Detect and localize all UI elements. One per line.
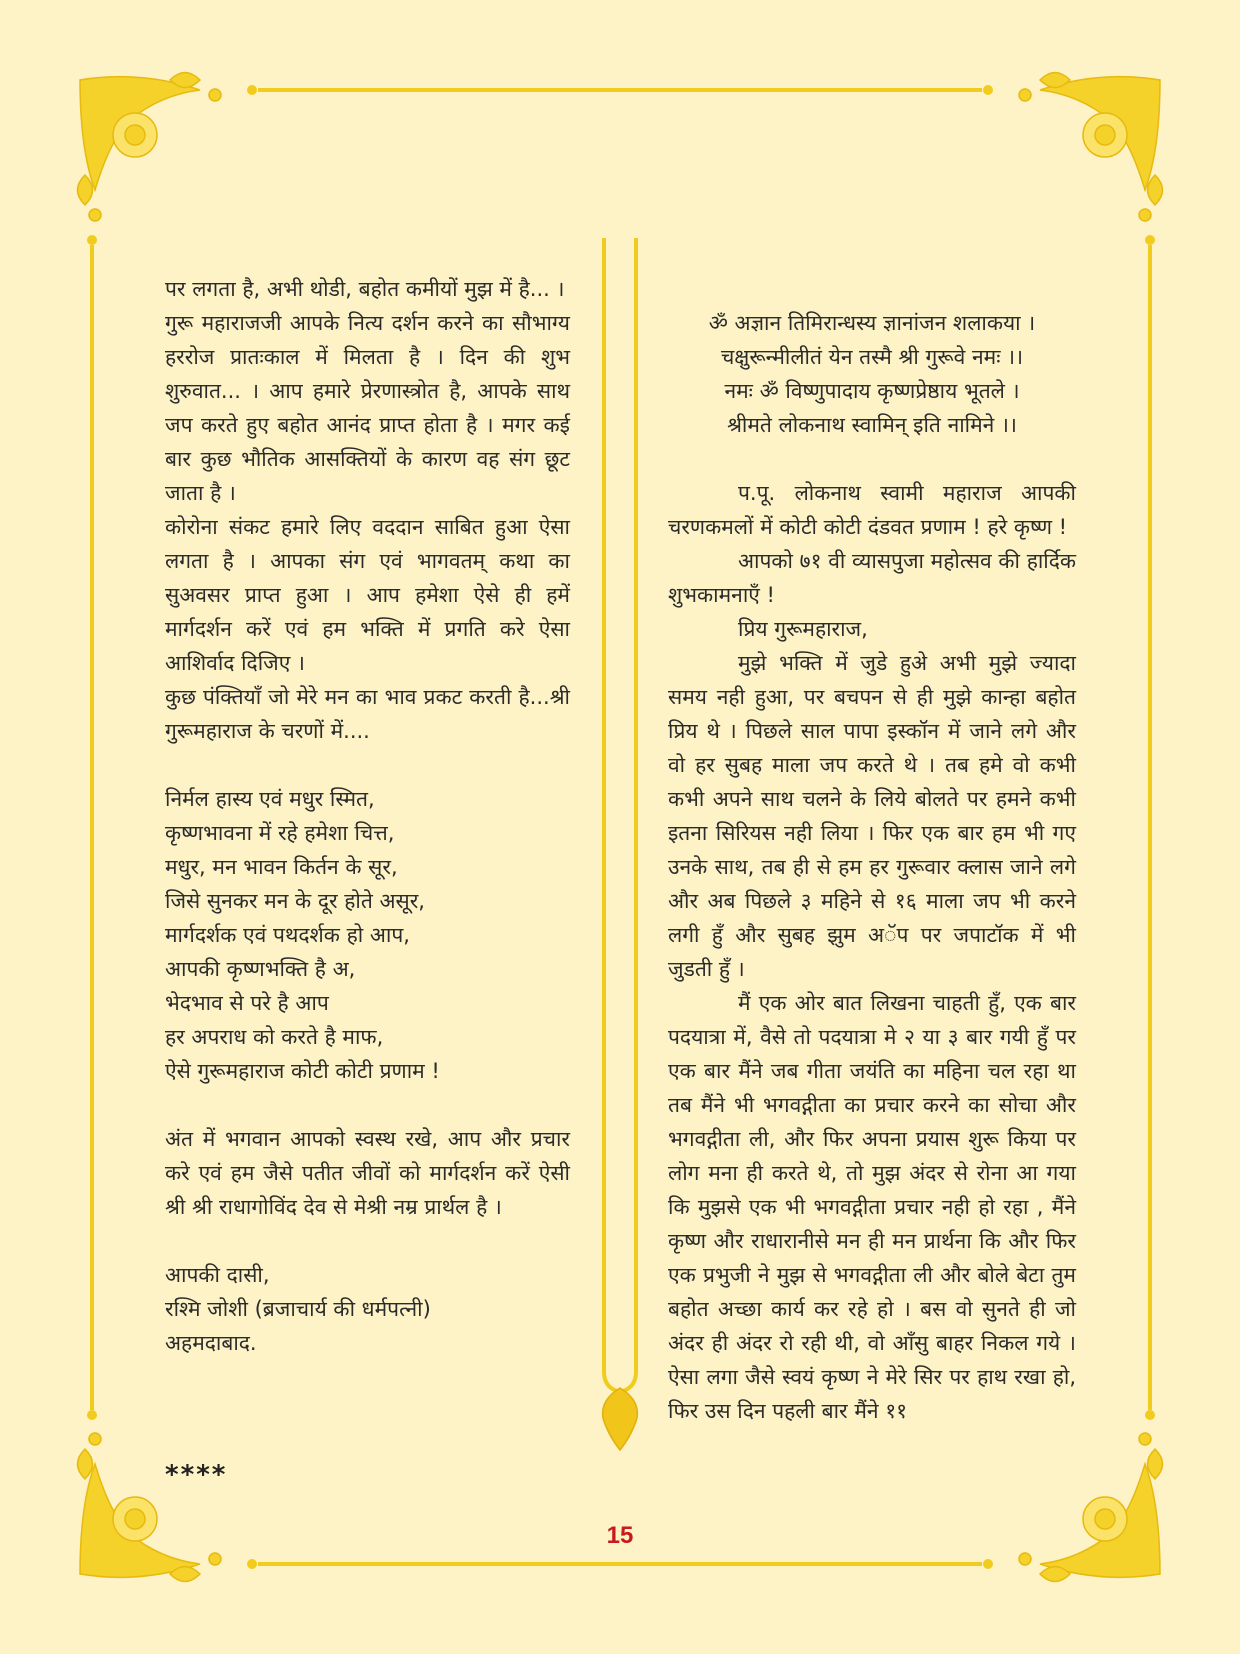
poem-line: निर्मल हास्य एवं मधुर स्मित, [165, 787, 375, 811]
paragraph: गुरू महाराजजी आपके नित्य दर्शन करने का सौभाग्य हररोज प्रातःकाल में मिलता है । दिन की शुभ शुरुवात... । आप हमारे प्रेरणास्त्रोत है, आपके साथ जप करते हुए बहोत आनंद प्राप्त होता है । मगर कई बार कुछ भौतिक आसक्तियों के कारण वह संग छूट जाता है । [165, 311, 570, 505]
poem-line: हर अपराध को करते है माफ, [165, 1025, 384, 1049]
page-number: 15 [606, 1522, 634, 1549]
paragraph: प.पू. लोकनाथ स्वामी महाराज आपकी चरणकमलों में कोटी कोटी दंडवत प्रणाम ! हरे कृष्ण ! [668, 481, 1076, 539]
poem-line: मधुर, मन भावन किर्तन के सूर, [165, 855, 398, 879]
poem-line: जिसे सुनकर मन के दूर होते असूर, [165, 889, 425, 913]
shloka-line: ॐ अज्ञान तिमिरान्धस्य ज्ञानांजन शलाकया । [708, 311, 1036, 335]
paragraph: मुझे भक्ति में जुडे हुअे अभी मुझे ज्यादा समय नही हुआ, पर बचपन से ही मुझे कान्हा बहोत प्रिय थे । पिछले साल पापा इस्कॉन में जाने लगे और वो हर सुबह माला जप करते थे । तब हमे वो कभी कभी अपने साथ चलने के लिये बोलते पर हमने कभी इतना सिरियस नही लिया । फिर एक बार हम भी गए उनके साथ, तब ही से हम हर गुरूवार क्लास जाने लगे और अब पिछले ३ महिने से १६ माला जप भी करने लगी हुँ और सुबह झुम अॅप पर जपाटॉक में भी जुडती हुँ । [668, 651, 1076, 981]
tilak-divider [604, 238, 636, 1392]
corner-ornament-top-right [1019, 73, 1163, 222]
salutation: प्रिय गुरूमहाराज, [738, 617, 868, 641]
shloka-line: नमः ॐ विष्णुपादाय कृष्णप्रेष्ठाय भूतले । [724, 379, 1020, 403]
end-mark: **** [165, 1460, 228, 1490]
paragraph: पर लगता है, अभी थोडी, बहोत कमीयों मुझ में है... । [165, 277, 565, 301]
corner-ornament-top-left [78, 73, 222, 222]
paragraph: कुछ पंक्तियाँ जो मेरे मन का भाव प्रकट करती है...श्री गुरूमहाराज के चरणों में.... [165, 685, 570, 743]
tilak-leaf-icon [603, 1388, 638, 1450]
right-column [668, 306, 1076, 1428]
paragraph: अंत में भगवान आपको स्वस्थ रखे, आप और प्रचार करे एवं हम जैसे पतीत जीवों को मार्गदर्शन करें ऐसी श्री श्री राधागोविंद देव से मेश्री नम्र प्रार्थल है । [165, 1127, 570, 1219]
poem-line: मार्गदर्शक एवं पथदर्शक हो आप, [165, 923, 410, 947]
paragraph: मैं एक ओर बात लिखना चाहती हुँ, एक बार पदयात्रा में, वैसे तो पदयात्रा मे २ या ३ बार गयी हुँ पर एक बार मैंने जब गीता जयंति का महिना चल रहा था तब मैंने भी भगवद्गीता का प्रचार करने का सोचा और भगवद्गीता ली, और फिर अपना प्रयास शुरू किया पर लोग मना ही करते थे, तो मुझ अंदर से रोना आ गया कि मुझसे एक भी भगवद्गीता प्रचार नही हो रहा , मैंने कृष्ण और राधारानीसे मन ही मन प्रार्थना कि और फिर एक प्रभुजी ने मुझ से भगवद्गीता ली और बोले बेटा तुम बहोत अच्छा कार्य कर रहे हो । बस वो सुनते ही जो अंदर ही अंदर रो रही थी, वो आँसु बाहर निकल गये । ऐसा लगा जैसे स्वयं कृष्ण ने मेरे सिर पर हाथ रखा हो, फिर उस दिन पहली बार मैंने ११ [668, 991, 1076, 1423]
corner-ornament-bottom-right [1019, 1433, 1163, 1582]
signature: रश्मि जोशी (ब्रजाचार्य की धर्मपत्नी) [165, 1297, 431, 1321]
shloka-line: चक्षुरून्मीलीतं येन तस्मै श्री गुरूवे नमः ।। [720, 345, 1024, 369]
corner-ornament-bottom-left [78, 1433, 222, 1582]
shloka [668, 306, 1076, 442]
poem-line: ऐसे गुरूमहाराज कोटी कोटी प्रणाम ! [165, 1059, 440, 1083]
poem-line: कृष्णभावना में रहे हमेशा चित्त, [165, 821, 395, 845]
poem-line: आपकी कृष्णभक्ति है अ, [165, 957, 356, 981]
poem [165, 782, 570, 1088]
city: अहमदाबाद. [165, 1331, 257, 1355]
signoff: आपकी दासी, [165, 1263, 270, 1287]
paragraph: कोरोना संकट हमारे लिए वददान साबित हुआ ऐसा लगता है । आपका संग एवं भागवतम् कथा का सुअवसर प्राप्त हुआ । आप हमेशा ऐसे ही हमें मार्गदर्शन करें एवं हम भक्ति में प्रगति करे ऐसा आशिर्वाद दिजिए । [165, 515, 570, 675]
paragraph: आपको ७१ वी व्यासपुजा महोत्सव की हार्दिक शुभकामनाएँ ! [668, 549, 1076, 607]
left-column [165, 272, 570, 1360]
shloka-line: श्रीमते लोकनाथ स्वामिन् इति नामिने ।। [727, 413, 1017, 437]
poem-line: भेदभाव से परे है आप [165, 991, 329, 1015]
